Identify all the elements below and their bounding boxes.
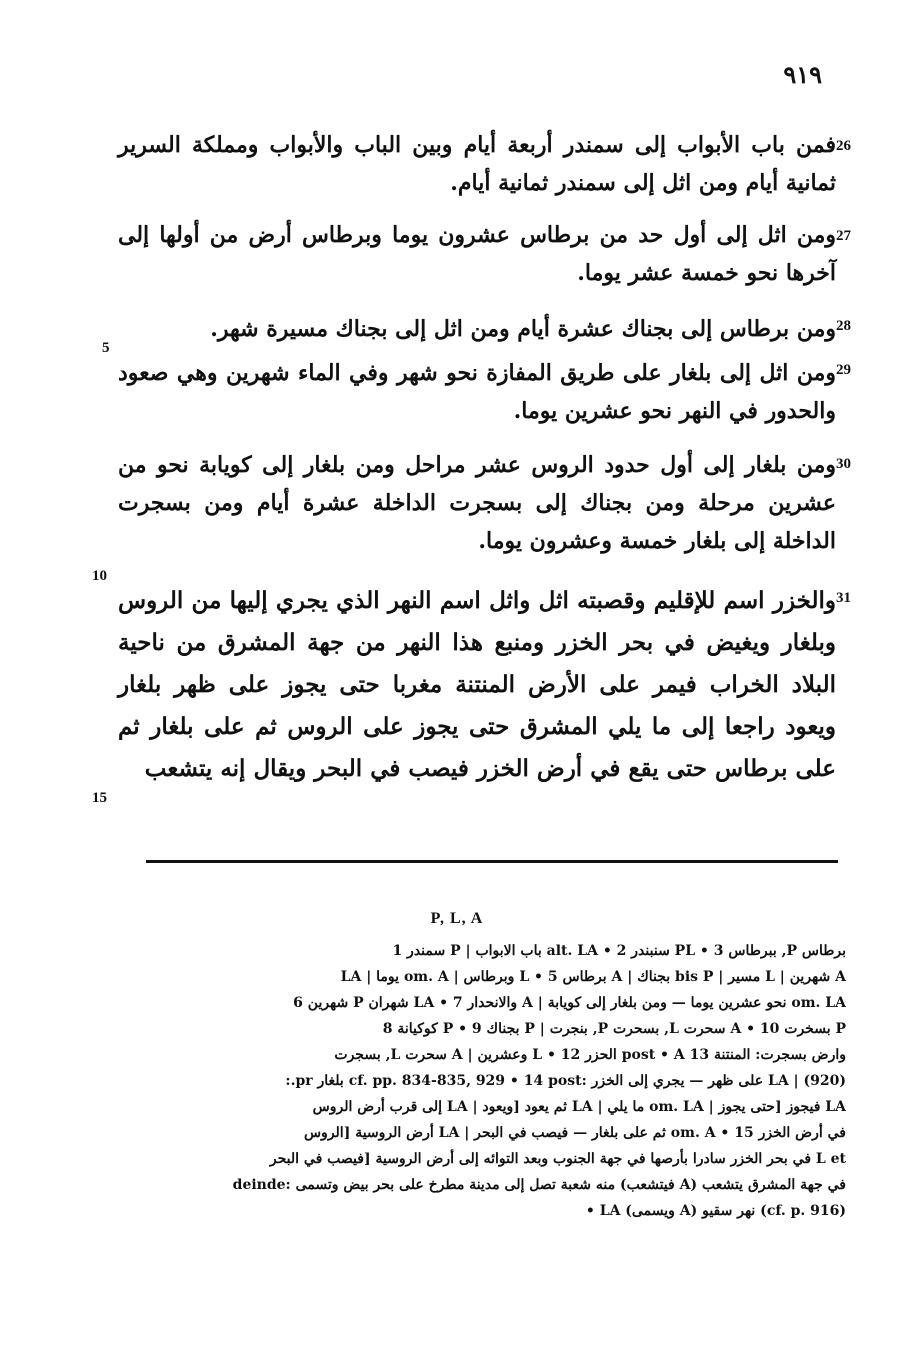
paragraph-text: ومن بلغار إلى أول حدود الروس عشر مراحل ومن بلغار إلى كويابة نحو من عشرين مرحلة ومن بجناك إلى بسجرت الداخلة عشرة أيام ومن بسجرت الداخلة إلى بلغار خمسة وعشرون يوما. [118, 452, 836, 554]
apparatus-line: LA | (920) على ظهر — يجري إلى الخزر :cf. pp. 834-835, 929 • 14 post بلغار pr.: [285, 1073, 846, 1089]
paragraph-text: والخزر اسم للإقليم وقصبته اثل واثل اسم النهر الذي يجري إليها من الروس وبلغار ويغيض في بحر الخزر ومنبع هذا النهر من جهة المشرق من ناحية البلاد الخراب فيمر على الأرض المنتنة مغربا حتى يجوز على ظهر بلغار ويعود راجعا إلى ما يلي المشرق حتى يجوز على الروس ثم على بلغار ثم على برطاس حتى يقع في أرض الخزر فيصب في البحر ويقال إنه يتشعب [118, 587, 837, 782]
paragraph-30 [118, 446, 851, 560]
paragraph-text: ومن اثل إلى أول حد من برطاس عشرون يوما وبرطاس أرض من أولها إلى آخرها نحو خمسة عشر يوما. [118, 222, 836, 286]
line-number-10: 10 [92, 568, 107, 584]
apparatus-line: وارض بسجرت: المنتنة 13 post • A الحزر 12 • L وعشرين | A سحرت L, بسجرت [334, 1047, 846, 1063]
apparatus-line: LA فيجوز [حتى يجوز | om. LA ما يلي | LA ثم يعود [ويعود | LA إلى قرب أرض الروس [312, 1099, 846, 1115]
paragraph-number: 29 [836, 362, 851, 378]
paragraph-29 [118, 354, 851, 430]
paragraph-27 [118, 216, 851, 292]
apparatus-line: برطاس P, ببرطاس 3 • PL سنبندر 2 • alt. LA باب الابواب | P سمندر 1 [392, 943, 846, 959]
apparatus-line: (cf. p. 916) نهر سقيو (A ويسمى) LA • [585, 1203, 846, 1219]
line-number-5: 5 [102, 340, 110, 356]
apparatus-line: om. LA نحو عشرين يوما — ومن بلغار إلى كويابة | A والانحدار 7 • LA شهران P شهرين 6 [293, 995, 846, 1011]
paragraph-31 [118, 580, 851, 790]
paragraph-number: 31 [836, 590, 851, 606]
paragraph-number: 30 [836, 456, 851, 472]
apparatus-line: في جهة المشرق يتشعب (A فيتشعب) منه شعبة تصل إلى مدينة مطرخ على بحر بيض وتسمى :deinde [232, 1177, 846, 1193]
paragraph-26 [118, 126, 851, 202]
line-number-15: 15 [92, 790, 107, 806]
paragraph-28 [118, 310, 851, 348]
page-number: ٩١٩ [783, 60, 822, 89]
apparatus-line: A شهرين | L مسير | bis P بجناك | A برطاس 5 • L وبرطاس | om. A يوما | LA [340, 969, 846, 985]
paragraph-text: فمن باب الأبواب إلى سمندر أربعة أيام وبين الباب والأبواب ومملكة السرير ثمانية أيام ومن اثل إلى سمندر ثمانية أيام. [118, 132, 836, 196]
footnote-divider [146, 860, 838, 863]
paragraph-number: 28 [836, 318, 851, 334]
critical-apparatus [156, 938, 846, 1224]
paragraph-text: ومن برطاس إلى بجناك عشرة أيام ومن اثل إلى بجناك مسيرة شهر. [210, 316, 836, 342]
apparatus-line: P بسخرت 10 • A سحرت L, بسحرت P, بنجرت | P بجناك 9 • P كوكيانة 8 [382, 1021, 846, 1037]
apparatus-line: في أرض الخزر 15 • om. A ثم على بلغار — فيصب في البحر | LA أرض الروسية [الروس [303, 1125, 846, 1141]
paragraph-number: 27 [836, 228, 851, 244]
paragraph-text: ومن اثل إلى بلغار على طريق المفازة نحو شهر وفي الماء شهرين وهي صعود والحدور في النهر نحو عشرين يوما. [118, 360, 836, 424]
apparatus-sigla: P, L, A [430, 910, 484, 927]
paragraph-number: 26 [836, 138, 851, 154]
apparatus-line: L et في بحر الخزر سادرا بأرصها في جهة الجنوب وبعد التوائه إلى أرض الروسية [فيصب في البحر [269, 1151, 846, 1167]
